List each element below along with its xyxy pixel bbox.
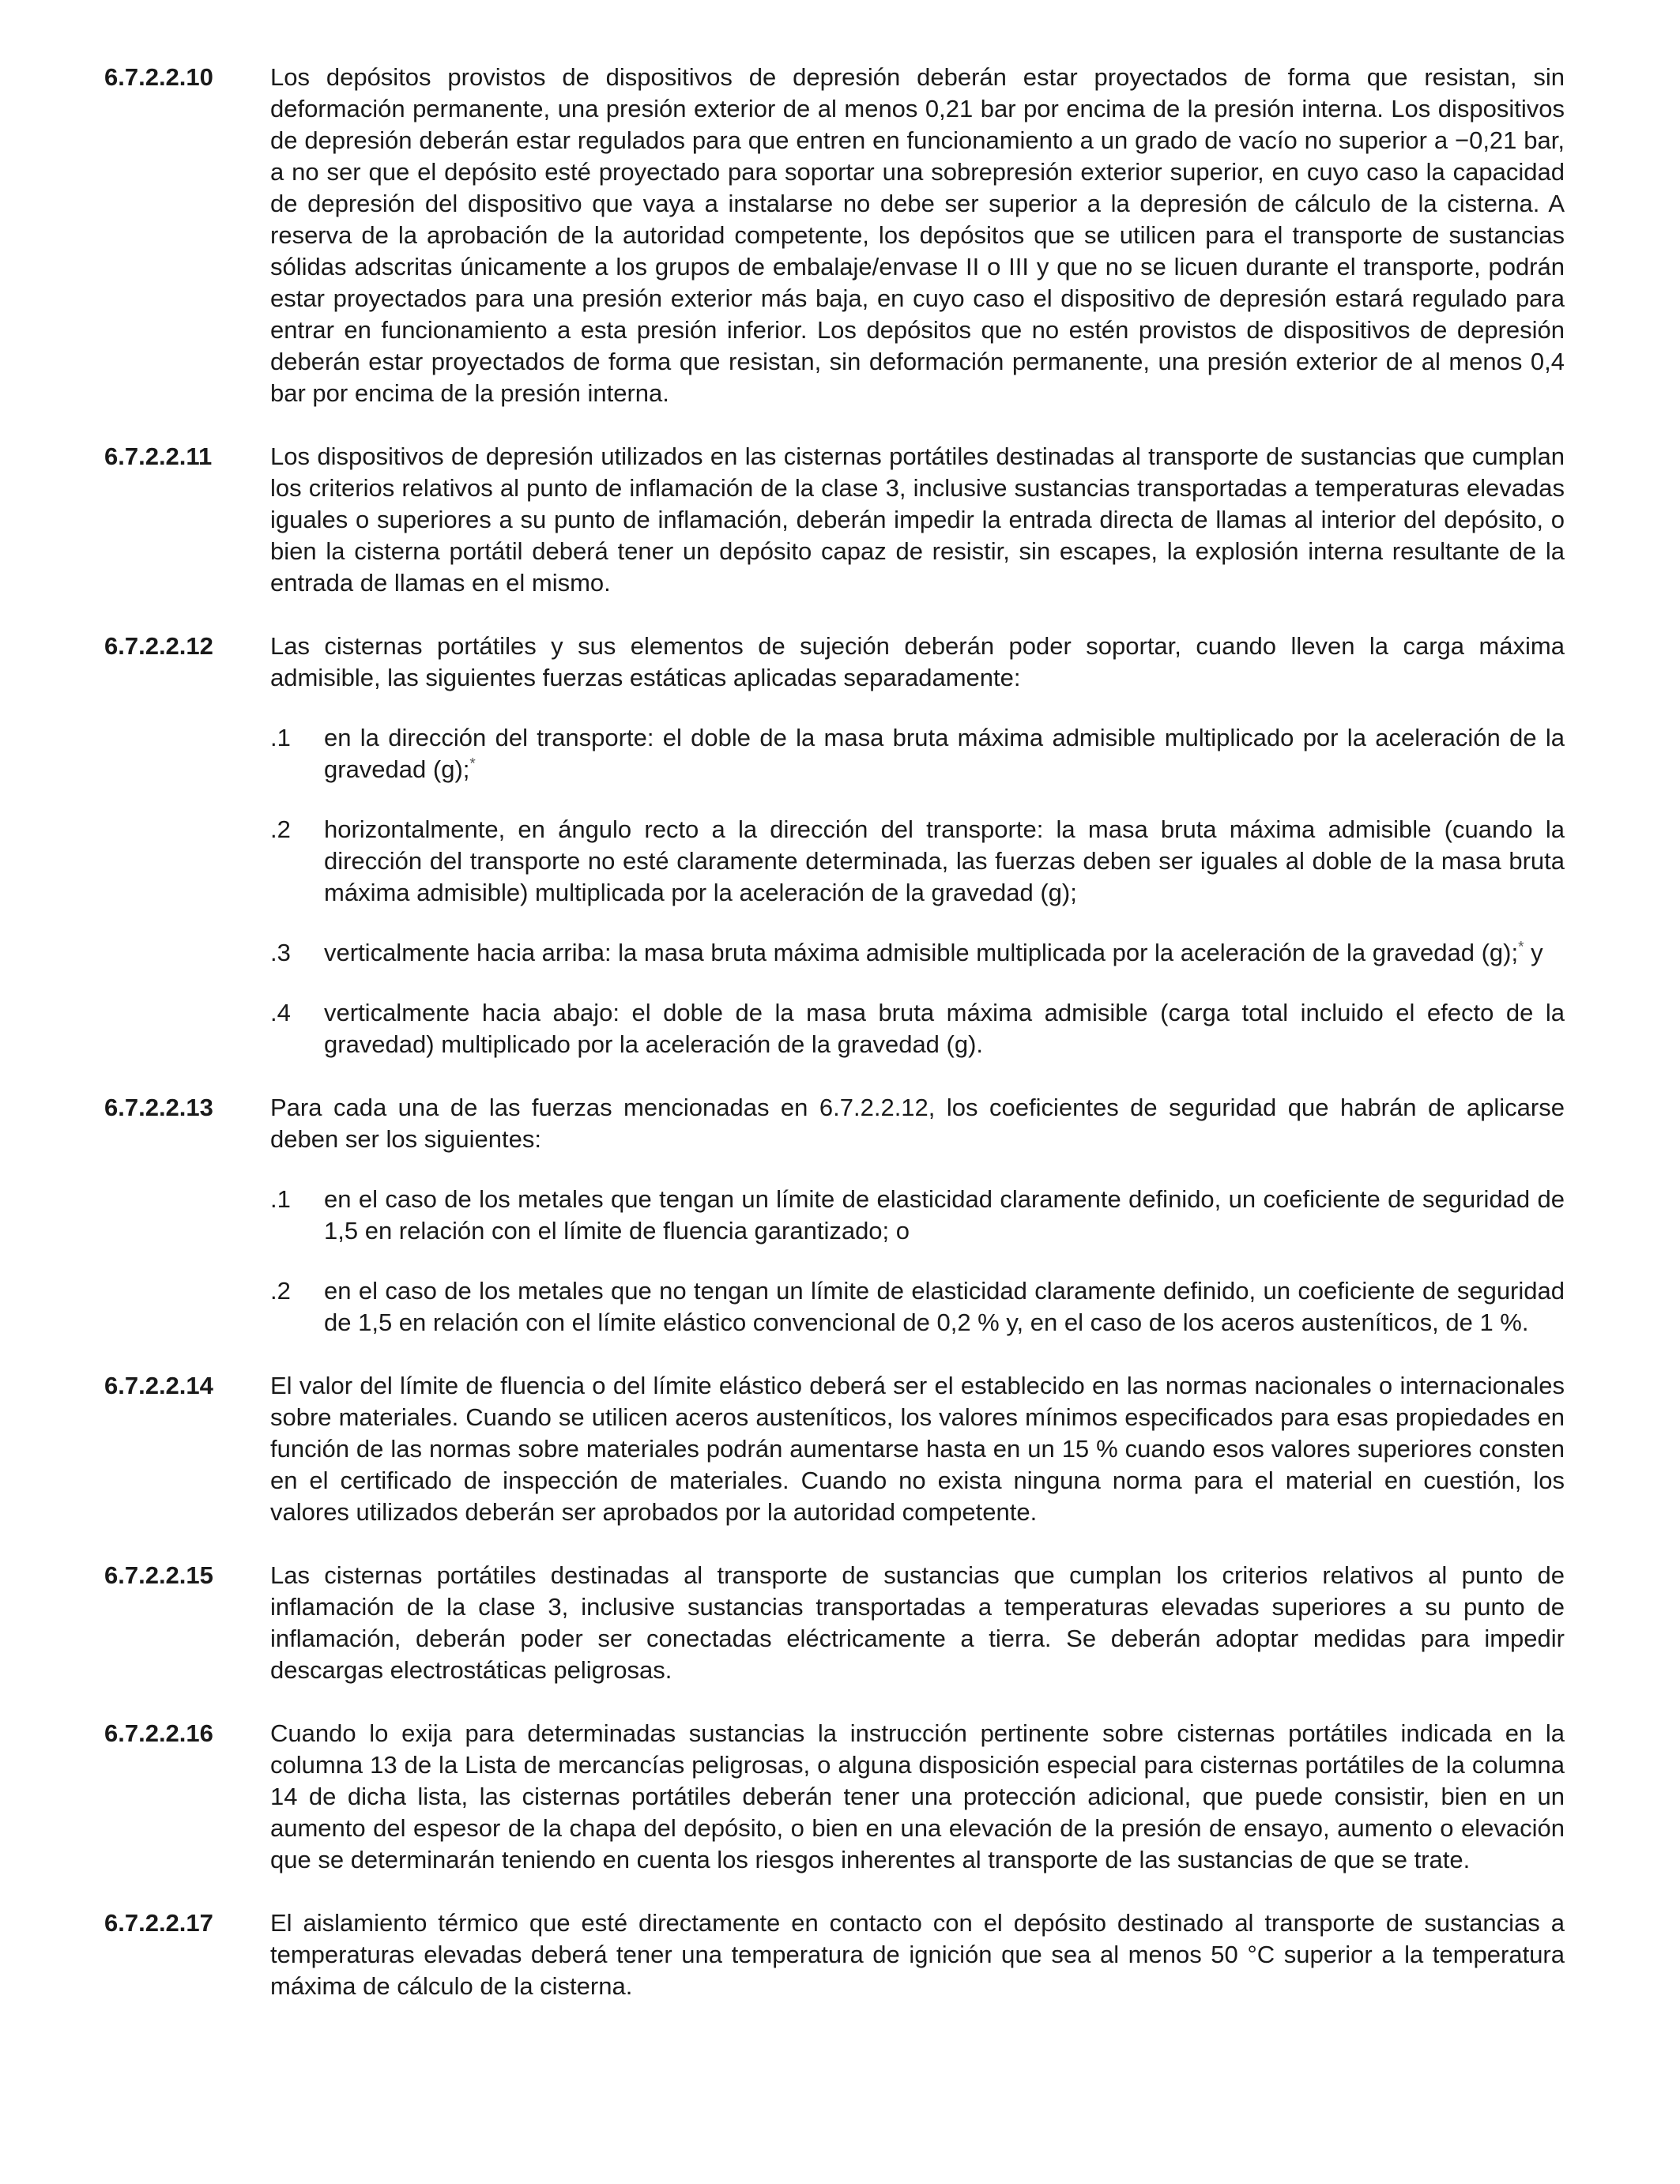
list-item xyxy=(270,722,1565,785)
list-item-text xyxy=(324,937,1565,969)
clause xyxy=(104,1370,1565,1528)
list-item-text xyxy=(324,722,1565,785)
clause xyxy=(104,441,1565,599)
list-item-number: .2 xyxy=(270,1277,291,1305)
list-item-text: verticalmente hacia abajo: el doble de la masa bruta máxima admisible (carga total incluido el efecto de la gravedad) multiplicado por la aceleración de la gravedad (g). xyxy=(324,999,1565,1058)
clause-text: Los dispositivos de depresión utilizados en las cisternas portátiles destinadas al transporte de sustancias que cumplan los criterios relativos al punto de inflamación de la clase 3, inclusive sustancias transportadas a temperaturas elevadas iguales o superiores a su punto de inflamación, deberán impedir la entrada directa de llamas al interior del depósito, o bien la cisterna portátil deberá tener un depósito capaz de resistir, sin escapes, la explosión interna resultante de la entrada de llamas en el mismo. xyxy=(270,442,1565,597)
list-item-text: en el caso de los metales que no tengan un límite de elasticidad claramente definido, un coeficiente de seguridad de 1,5 en relación con el límite elástico convencional de 0,2 % y, en el caso de los aceros austeníticos, de 1 %. xyxy=(324,1277,1565,1336)
clause-number: 6.7.2.2.11 xyxy=(104,442,213,470)
clause-text: Cuando lo exija para determinadas sustancias la instrucción pertinente sobre cisternas portátiles indicada en la columna 13 de la Lista de mercancías peligrosas, o alguna disposición especial para cisternas portátiles de la columna 14 de dicha lista, las cisternas portátiles deberán tener una protección adicional, que puede consistir, bien en un aumento del espesor de la chapa del depósito, o bien en una elevación de la presión de ensayo, aumento o elevación que se determinarán teniendo en cuenta los riesgos inherentes al transporte de las sustancias de que se trate. xyxy=(270,1719,1565,1873)
clause-number: 6.7.2.2.15 xyxy=(104,1561,213,1589)
list-item xyxy=(270,937,1565,969)
list-item xyxy=(270,1184,1565,1247)
list-item-number: .2 xyxy=(270,815,291,843)
list-item-body: verticalmente hacia arriba: la masa bruta máxima admisible multiplicada por la aceleración de la gravedad (g); xyxy=(324,939,1519,966)
list-item-text: en el caso de los metales que tengan un límite de elasticidad claramente definido, un coeficiente de seguridad de 1,5 en relación con el límite de fluencia garantizado; o xyxy=(324,1185,1565,1245)
list-item xyxy=(270,997,1565,1060)
list-item-tail: y xyxy=(1524,939,1543,966)
clause xyxy=(104,1092,1565,1339)
clause xyxy=(104,1907,1565,2002)
document-page xyxy=(104,62,1565,2034)
clause-text: Las cisternas portátiles destinadas al transporte de sustancias que cumplan los criterios relativos al punto de inflamación de la clase 3, inclusive sustancias transportadas a temperaturas elevadas superiores a su punto de inflamación, deberán poder ser conectadas eléctricamente a tierra. Se deberán adoptar medidas para impedir descargas electrostáticas peligrosas. xyxy=(270,1561,1565,1684)
clause-number: 6.7.2.2.16 xyxy=(104,1719,213,1747)
list-item-number: .1 xyxy=(270,724,291,751)
list-item-text: horizontalmente, en ángulo recto a la dirección del transporte: la masa bruta máxima admisible (cuando la dirección del transporte no esté claramente determinada, las fuerzas deben ser iguales al doble de la masa bruta máxima admisible) multiplicada por la aceleración de la gravedad (g); xyxy=(324,815,1565,906)
clause xyxy=(104,62,1565,409)
clause-number: 6.7.2.2.12 xyxy=(104,632,213,660)
clause-number: 6.7.2.2.10 xyxy=(104,63,213,91)
list-item-number: .3 xyxy=(270,939,291,966)
clause xyxy=(104,1718,1565,1876)
list-item-number: .4 xyxy=(270,999,291,1026)
list-item-body: en la dirección del transporte: el doble de la masa bruta máxima admisible multiplicado por la aceleración de la gravedad (g); xyxy=(324,724,1565,783)
clause-text: El aislamiento térmico que esté directamente en contacto con el depósito destinado al transporte de sustancias a temperaturas elevadas deberá tener una temperatura de ignición que sea al menos 50 °C superior a la temperatura máxima de cálculo de la cisterna. xyxy=(270,1909,1565,2000)
list-item xyxy=(270,814,1565,909)
footnote-marker: * xyxy=(1518,939,1524,956)
clause xyxy=(104,631,1565,1060)
footnote-marker: * xyxy=(469,755,476,773)
list-item xyxy=(270,1275,1565,1339)
clause xyxy=(104,1560,1565,1686)
clause-number: 6.7.2.2.13 xyxy=(104,1094,213,1121)
clause-text: Para cada una de las fuerzas mencionadas en 6.7.2.2.12, los coeficientes de seguridad que habrán de aplicarse deben ser los siguientes: xyxy=(270,1094,1565,1153)
clause-text: Los depósitos provistos de dispositivos de depresión deberán estar proyectados de forma que resistan, sin deformación permanente, una presión exterior de al menos 0,21 bar por encima de la presión interna. Los dispositivos de depresión deberán estar regulados para que entren en funcionamiento a un grado de vacío no superior a −0,21 bar, a no ser que el depósito esté proyectado para soportar una sobrepresión exterior superior, en cuyo caso la capacidad de depresión del dispositivo que vaya a instalarse no debe ser superior a la depresión de cálculo de la cisterna. A reserva de la aprobación de la autoridad competente, los depósitos que se utilicen para el transporte de sustancias sólidas adscritas únicamente a los grupos de embalaje/envase II o III y que no se licuen durante el transporte, podrán estar proyectados para una presión exterior más baja, en cuyo caso el dispositivo de depresión estará regulado para entrar en funcionamiento a esta presión inferior. Los depósitos que no estén provistos de dispositivos de depresión deberán estar proyectados de forma que resistan, sin deformación permanente, una presión exterior de al menos 0,4 bar por encima de la presión interna. xyxy=(270,63,1565,407)
clause-number: 6.7.2.2.17 xyxy=(104,1909,213,1937)
list-item-number: .1 xyxy=(270,1185,291,1213)
clause-text: Las cisternas portátiles y sus elementos de sujeción deberán poder soportar, cuando lleven la carga máxima admisible, las siguientes fuerzas estáticas aplicadas separadamente: xyxy=(270,632,1565,691)
clause-text: El valor del límite de fluencia o del límite elástico deberá ser el establecido en las normas nacionales o internacionales sobre materiales. Cuando se utilicen aceros austeníticos, los valores mínimos especificados para esas propiedades en función de las normas sobre materiales podrán aumentarse hasta en un 15 % cuando esos valores superiores consten en el certificado de inspección de materiales. Cuando no exista ninguna norma para el material en cuestión, los valores utilizados deberán ser aprobados por la autoridad competente. xyxy=(270,1372,1565,1526)
clause-number: 6.7.2.2.14 xyxy=(104,1372,213,1399)
